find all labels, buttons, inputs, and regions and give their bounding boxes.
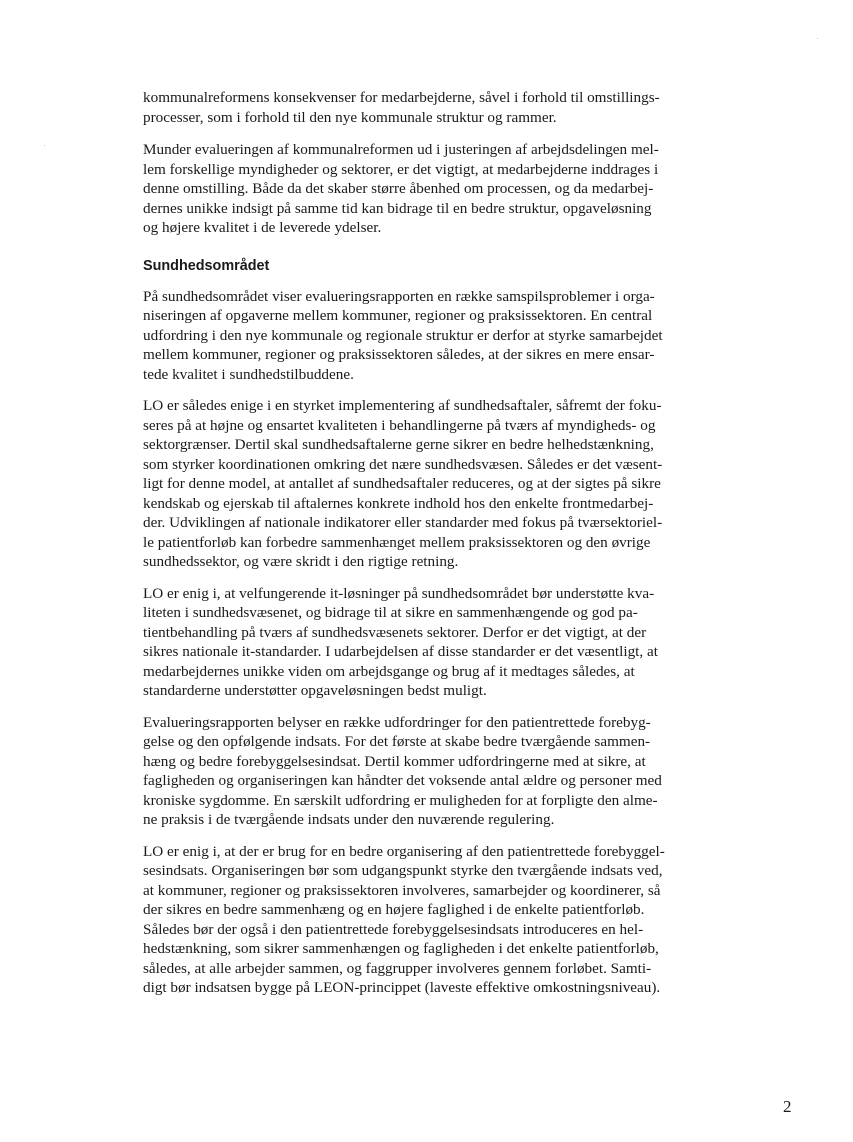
text-line: medarbejdernes unikke viden om arbejdsgange og brug af it medtages således, at bbox=[143, 662, 635, 680]
text-line: kroniske sygdomme. En særskilt udfordring er muligheden for at forpligte den alme- bbox=[143, 791, 658, 809]
text-line: liteten i sundhedsvæsenet, og bidrage til at sikre en sammenhængende og god pa- bbox=[143, 604, 638, 621]
text-line: at kommuner, regioner og praksissektoren involveres, samarbejder og koordinerer, så bbox=[143, 881, 661, 899]
text-line: Evalueringsrapporten belyser en række udfordringer for den patientrettede forebyg- bbox=[143, 713, 651, 731]
paragraph bbox=[143, 287, 715, 385]
text-line: kendskab og ejerskab til aftalernes konkrete indhold hos den enkelte frontmedarbej- bbox=[143, 494, 654, 512]
scan-speck bbox=[817, 38, 818, 39]
text-line: fagligheden og organiseringen kan håndter det voksende antal ældre og personer med bbox=[143, 772, 662, 789]
intro-section bbox=[143, 88, 715, 238]
text-line: dernes unikke indsigt på samme tid kan bidrage til en bedre struktur, opgaveløsning bbox=[143, 199, 652, 217]
text-line: LO er således enige i en styrket implementering af sundhedsaftaler, såfremt der foku- bbox=[143, 397, 662, 414]
paragraph bbox=[143, 713, 715, 830]
text-line: denne omstilling. Både da det skaber større åbenhed om processen, og da medarbej- bbox=[143, 180, 654, 197]
page-number: 2 bbox=[783, 1097, 792, 1116]
text-line: og højere kvalitet i de leverede ydelser. bbox=[143, 219, 382, 236]
text-line: niseringen af opgaverne mellem kommuner, regioner og praksissektoren. En central bbox=[143, 307, 653, 324]
text-line: således, at alle arbejder sammen, og faggrupper involveres gennem forløbet. Samti- bbox=[143, 959, 652, 977]
text-line: sesindsats. Organiseringen bør som udgangspunkt styrke den tværgående indsats ved, bbox=[143, 862, 663, 879]
text-line: hedstænkning, som sikrer sammenhængen og fagligheden i det enkelte patientforløb, bbox=[143, 940, 659, 957]
text-line: tientbehandling på tværs af sundhedsvæsenets sektorer. Derfor er det vigtigt, at der bbox=[143, 623, 647, 641]
text-line: mellem kommuner, regioner og praksissektoren således, at der sikres en mere ensar- bbox=[143, 346, 655, 363]
text-line: sikres nationale it-standarder. I udarbejdelsen af disse standarder er det væsentligt, at bbox=[143, 643, 658, 660]
text-line: der. Udviklingen af nationale indikatorer eller standarder med fokus på tværsektoriel- bbox=[143, 514, 663, 531]
text-line: gelse og den opfølgende indsats. For det første at skabe bedre tværgående sammen- bbox=[143, 733, 651, 750]
text-line: seres på at højne og ensartet kvaliteten i behandlingerne på tværs af myndigheds- og bbox=[143, 416, 656, 434]
paragraph bbox=[143, 140, 715, 238]
paragraph bbox=[143, 88, 715, 127]
text-line: lem forskellige myndigheder og sektorer, er det vigtigt, at medarbejderne inddrages i bbox=[143, 160, 659, 178]
scan-speck bbox=[44, 145, 45, 146]
paragraph bbox=[143, 396, 715, 572]
text-line: Således bør der også i den patientrettede forebyggelsesindsats introduceres en hel- bbox=[143, 920, 644, 938]
text-line: ligt for denne model, at antallet af sundhedsaftaler reduceres, og at der sigtes på sikre bbox=[143, 475, 661, 492]
text-line: ne praksis i de tværgående indsats under den nuværende regulering. bbox=[143, 811, 555, 828]
text-line: hæng og bedre forebyggelsesindsat. Dertil kommer udfordringerne med at sikre, at bbox=[143, 752, 646, 770]
document-page bbox=[143, 88, 715, 1010]
section-heading: Sundhedsområdet bbox=[143, 257, 270, 274]
text-line: LO er enig i, at velfungerende it-løsninger på sundhedsområdet bør understøtte kva- bbox=[143, 584, 655, 602]
text-line: På sundhedsområdet viser evalueringsrapporten en række samspilsproblemer i orga- bbox=[143, 287, 655, 305]
text-line: sundhedssektor, og være skridt i den rigtige retning. bbox=[143, 553, 459, 570]
text-line: tede kvalitet i sundhedstilbuddene. bbox=[143, 365, 354, 383]
text-line: LO er enig i, at der er brug for en bedre organisering af den patientrettede forebyggel- bbox=[143, 842, 665, 860]
text-line: digt bør indsatsen bygge på LEON-princippet (laveste effektive omkostningsniveau). bbox=[143, 979, 661, 996]
text-line: som styrker koordinationen omkring det nære sundhedsvæsen. Således er det væsent- bbox=[143, 455, 663, 473]
text-line: sektorgrænser. Dertil skal sundhedsaftalerne gerne sikrer en bedre helhedstænkning, bbox=[143, 436, 654, 453]
text-line: Munder evalueringen af kommunalreformen ud i justeringen af arbejdsdelingen mel- bbox=[143, 141, 659, 158]
sundhed-section bbox=[143, 287, 715, 998]
text-line: le patientforløb kan forbedre sammenhænget mellem praksissektoren og den øvrige bbox=[143, 533, 651, 551]
text-line: processer, som i forhold til den nye kommunale struktur og rammer. bbox=[143, 108, 557, 126]
text-line: der sikres en bedre sammenhæng og en højere faglighed i de enkelte patientforløb. bbox=[143, 901, 645, 918]
text-line: standarderne understøtter opgaveløsningen bedst muligt. bbox=[143, 682, 487, 699]
paragraph bbox=[143, 842, 715, 998]
text-line: kommunalreformens konsekvenser for medarbejderne, såvel i forhold til omstillings- bbox=[143, 89, 660, 106]
text-line: udfordring i den nye kommunale og regionale struktur er derfor at styrke samarbejdet bbox=[143, 326, 663, 344]
paragraph bbox=[143, 584, 715, 701]
